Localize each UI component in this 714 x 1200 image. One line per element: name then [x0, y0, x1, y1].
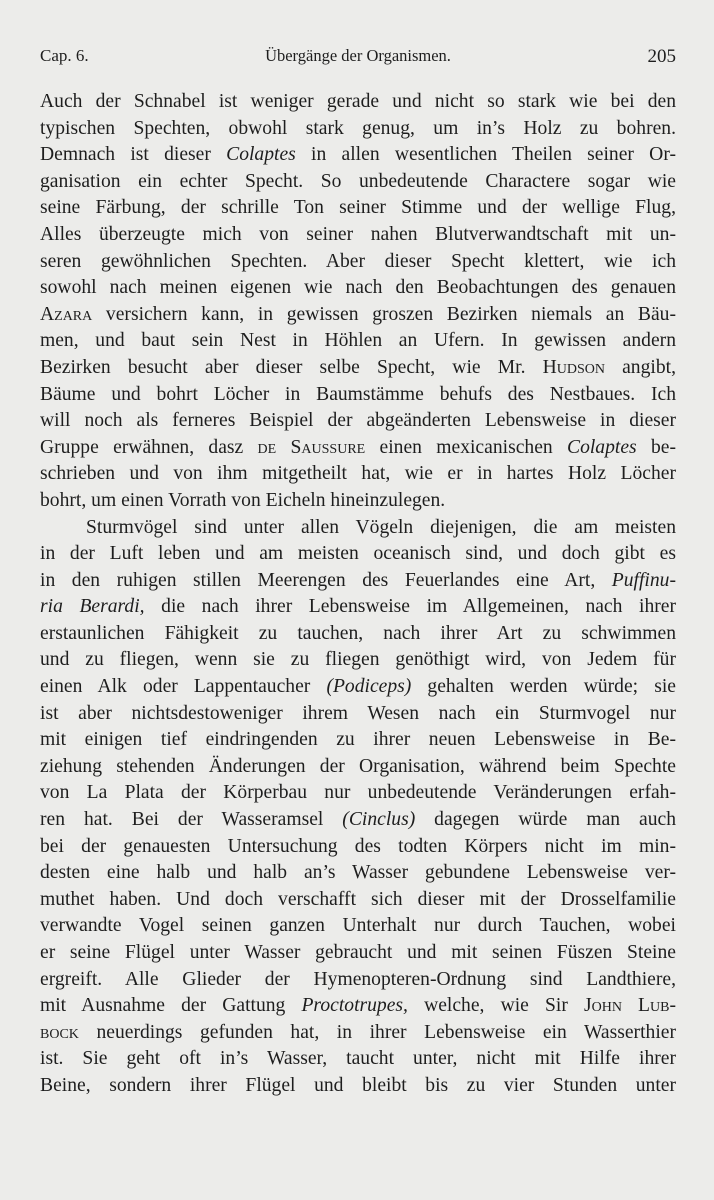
text-line [40, 435, 676, 462]
text-run: seren gewöhnlichen Spechten. Aber dieser Specht klettert, wie ich [40, 250, 676, 272]
text-run: muthet haben. Und doch verschafft sich dieser mit der Drosselfamilie [40, 888, 676, 910]
text-run: ren hat. Bei der Wasseramsel [40, 809, 343, 831]
text-line [40, 275, 676, 302]
text-line [40, 488, 676, 515]
running-title: Übergänge der Organismen. [265, 46, 451, 65]
text-line [40, 355, 676, 382]
text-line [40, 860, 676, 887]
small-caps-name: Hudson [542, 356, 605, 378]
text-line [40, 834, 676, 861]
chapter-label: Cap. 6. [40, 46, 89, 65]
text-line [40, 1046, 676, 1073]
text-run: mit Ausnahme der Gattung [40, 995, 302, 1017]
italic-term: Puffinu- [611, 569, 676, 591]
text-line [40, 887, 676, 914]
text-run: Demnach ist dieser [40, 144, 227, 166]
text-run: dagegen würde man auch [415, 809, 676, 831]
text-run: einen Alk oder Lappentaucher [40, 676, 327, 698]
body-text [40, 89, 676, 1100]
text-run: Auch der Schnabel ist weniger gerade und nicht so stark wie bei den [40, 91, 676, 112]
text-line [40, 674, 676, 701]
text-line [40, 302, 676, 329]
text-run: ergreift. Alle Glieder der Hymenopteren-Ordnung sind Landthiere, [40, 968, 676, 990]
italic-term: Proctotrupes, [301, 995, 408, 1017]
text-run: men, und baut sein Nest in Höhlen an Ufern. In gewissen andern [40, 330, 676, 352]
text-run: bohrt, um einen Vorrath von Eicheln hineinzulegen. [40, 489, 446, 511]
text-run: in allen wesentlichen Theilen seiner Or- [295, 144, 676, 166]
text-run: Alles überzeugte mich von seiner nahen Blutverwandtschaft mit un- [40, 223, 676, 245]
text-line [40, 382, 676, 409]
text-line [40, 249, 676, 276]
text-run: angibt, [604, 356, 676, 378]
text-run: seine Färbung, der schrille Ton seiner Stimme und der wellige Flug, [40, 197, 676, 219]
page-header [40, 46, 676, 72]
text-run: Gruppe erwähnen, dasz [40, 436, 258, 458]
text-run: einen mexicanischen [365, 436, 567, 458]
text-run: gehalten werden würde; sie [411, 676, 676, 698]
text-line [40, 807, 676, 834]
text-run: erstaunlichen Fähigkeit zu tauchen, nach ihrer Art zu schwimmen [40, 622, 676, 644]
text-line [40, 541, 676, 568]
text-line [40, 89, 676, 116]
text-line [40, 328, 676, 355]
text-line [40, 408, 676, 435]
text-run: ist. Sie geht oft in’s Wasser, taucht unter, nicht mit Hilfe ihrer [40, 1048, 676, 1070]
text-line [40, 222, 676, 249]
italic-term: Colaptes [567, 436, 637, 458]
text-line [40, 701, 676, 728]
italic-term: ria Berardi, [40, 596, 145, 618]
text-run: will noch als ferneres Beispiel der abgeänderten Lebensweise in dieser [40, 410, 676, 432]
text-line [40, 594, 676, 621]
text-line [40, 913, 676, 940]
text-line [40, 1073, 676, 1100]
text-run: sowohl nach meinen eigenen wie nach den Beobachtungen des genauen [40, 277, 676, 299]
text-line [40, 727, 676, 754]
text-line [40, 142, 676, 169]
text-line [40, 754, 676, 781]
small-caps-name: bock [40, 1021, 79, 1043]
text-run: von La Plata der Körperbau nur unbedeutende Veränderungen erfah- [40, 782, 676, 804]
text-run: versichern kann, in gewissen groszen Bezirken niemals an Bäu- [92, 303, 676, 325]
text-run: schrieben und von ihm mitgetheilt hat, wie er in hartes Holz Löcher [40, 463, 676, 485]
italic-term: (Cinclus) [342, 809, 416, 831]
text-line [40, 993, 676, 1020]
text-line [40, 515, 676, 542]
text-run: desten eine halb und halb an’s Wasser gebundene Lebensweise ver- [40, 862, 676, 884]
text-run: ziehung stehenden Änderungen der Organisation, während beim Spechte [40, 755, 676, 777]
text-run: die nach ihrer Lebensweise im Allgemeinen, nach ihrer [144, 596, 676, 618]
text-line [40, 169, 676, 196]
text-line [40, 780, 676, 807]
text-run: mit einigen tief eindringenden zu ihrer neuen Lebensweise in Be- [40, 729, 676, 751]
text-line [40, 461, 676, 488]
text-line [40, 1020, 676, 1047]
text-run: ganisation ein echter Specht. So unbedeutende Charactere sogar wie [40, 170, 676, 192]
text-line [40, 621, 676, 648]
text-line [40, 940, 676, 967]
text-run: bei der genauesten Untersuchung des todten Körpers nicht im min- [40, 835, 676, 857]
text-run: verwandte Vogel seinen ganzen Unterhalt nur durch Tauchen, wobei [40, 915, 676, 937]
text-run: Sturmvögel sind unter allen Vögeln diejenigen, die am meisten [86, 516, 676, 538]
small-caps-name: John Lub- [583, 995, 676, 1017]
text-run: in der Luft leben und am meisten oceanisch sind, und doch gibt es [40, 543, 676, 565]
text-line [40, 195, 676, 222]
text-run: neuerdings gefunden hat, in ihrer Lebensweise ein Wasserthier [78, 1021, 676, 1043]
text-run: Beine, sondern ihrer Flügel und bleibt bis zu vier Stunden unter [40, 1074, 676, 1096]
text-run: Bäume und bohrt Löcher in Baumstämme behufs des Nestbaues. Ich [40, 383, 676, 405]
text-run: ist aber nichtsdestoweniger ihrem Wesen nach ein Sturmvogel nur [40, 702, 676, 724]
text-run: typischen Spechten, obwohl stark genug, um in’s Holz zu bohren. [40, 117, 676, 139]
text-line [40, 116, 676, 143]
text-run: be- [636, 436, 676, 458]
page-number: 205 [647, 46, 676, 67]
text-run: er seine Flügel unter Wasser gebraucht und mit seinen Füszen Steine [40, 942, 676, 963]
text-run: Bezirken besucht aber dieser selbe Specht, wie Mr. [40, 356, 543, 378]
small-caps-name: Azara [40, 303, 93, 325]
text-run: und zu fliegen, wenn sie zu fliegen genöthigt wird, von Jedem für [40, 649, 676, 671]
italic-term: Colaptes [226, 144, 296, 166]
text-line [40, 568, 676, 595]
text-line [40, 967, 676, 994]
text-line [40, 647, 676, 674]
small-caps-name: de Saussure [257, 436, 366, 458]
text-run: welche, wie Sir [407, 995, 584, 1017]
text-run: in den ruhigen stillen Meerengen des Feuerlandes eine Art, [40, 569, 612, 591]
italic-term: (Podiceps) [326, 676, 412, 698]
